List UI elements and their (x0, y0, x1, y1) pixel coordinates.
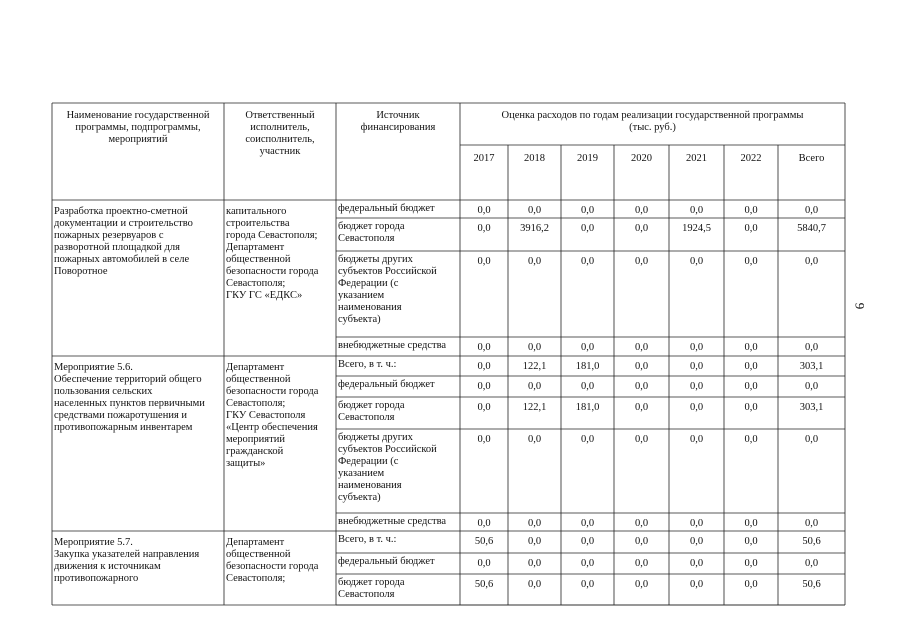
budget-value: 1924,5 (682, 223, 711, 234)
program-name-line: Поворотное (54, 266, 108, 277)
funding-source-line: субъекта) (338, 314, 381, 325)
budget-value: 0,0 (744, 205, 758, 216)
budget-value: 0,0 (744, 434, 758, 445)
budget-value: 50,6 (802, 536, 821, 547)
program-name-line: пожарных резервуаров с (54, 230, 164, 241)
responsible-party-line: безопасности города (226, 561, 319, 572)
funding-source (338, 556, 435, 568)
budget-value: 0,0 (580, 256, 595, 267)
header-resp-col-line: Ответственный (245, 110, 315, 121)
budget-value: 0,0 (804, 205, 819, 216)
budget-value: 0,0 (804, 434, 819, 445)
header-estimate (460, 110, 845, 134)
budget-value: 0,0 (527, 381, 542, 392)
budget-value: 0,0 (634, 536, 649, 547)
responsible-party-line: Департамент (226, 242, 285, 253)
budget-value: 0,0 (477, 518, 491, 529)
budget-value: 0,0 (804, 558, 819, 569)
header-year: 2018 (524, 153, 545, 164)
funding-source-line: субъекта) (338, 492, 381, 503)
funding-source (338, 221, 404, 245)
responsible-party-line: безопасности города (226, 266, 319, 277)
header-name-col-line: программы, подпрограммы, (75, 122, 201, 133)
budget-value: 0,0 (580, 434, 595, 445)
header-estimate-line: (тыс. руб.) (629, 122, 676, 133)
responsible-party-line: ГКУ Севастополя (226, 410, 306, 421)
program-name-line: документации и строительство (54, 218, 193, 229)
budget-value: 0,0 (689, 536, 704, 547)
budget-value: 0,0 (580, 558, 595, 569)
header-resp-col-line: участник (259, 146, 301, 157)
funding-source-line: Севастополя (338, 412, 395, 423)
program-name (54, 537, 199, 585)
responsible-party-line: общественной (226, 374, 291, 385)
budget-value: 0,0 (689, 402, 704, 413)
budget-value: 0,0 (744, 381, 758, 392)
budget-value: 0,0 (689, 381, 704, 392)
funding-source (338, 379, 435, 391)
budget-value: 0,0 (477, 342, 491, 353)
budget-value: 0,0 (634, 434, 649, 445)
budget-value: 0,0 (477, 205, 491, 216)
header-year: 2021 (686, 153, 707, 164)
program-name (54, 362, 205, 434)
funding-source-line: указанием (338, 468, 385, 479)
budget-value: 0,0 (527, 579, 542, 590)
budget-value: 0,0 (527, 256, 542, 267)
funding-source (338, 432, 437, 504)
funding-source (338, 400, 404, 424)
budget-value: 0,0 (634, 381, 649, 392)
funding-source (338, 516, 446, 528)
budget-value: 0,0 (477, 381, 491, 392)
budget-value: 181,0 (575, 402, 600, 413)
funding-source-line: наименования (338, 480, 402, 491)
program-name-line: разворотной площадкой для (54, 242, 180, 253)
funding-source-line: внебюджетные средства (338, 516, 447, 527)
budget-value: 50,6 (802, 579, 821, 590)
program-name-line: Закупка указателей направления (54, 549, 200, 560)
budget-value: 0,0 (804, 256, 819, 267)
budget-value: 0,0 (634, 518, 649, 529)
program-name-line: Обеспечение территорий общего (54, 374, 202, 385)
budget-value: 0,0 (744, 223, 758, 234)
page-number: 9 (852, 302, 868, 310)
budget-value: 0,0 (580, 518, 595, 529)
budget-value: 0,0 (527, 434, 542, 445)
budget-value: 0,0 (580, 536, 595, 547)
header-year: 2019 (577, 153, 598, 164)
budget-value: 0,0 (744, 518, 758, 529)
program-name-line: Мероприятие 5.6. (54, 362, 133, 373)
funding-source (338, 254, 437, 326)
header-source-col-line: финансирования (360, 122, 436, 133)
header-source-col (336, 110, 460, 134)
funding-source-line: федеральный бюджет (338, 203, 435, 214)
funding-source-line: Севастополя (338, 233, 395, 244)
budget-value: 0,0 (689, 518, 704, 529)
responsible-party-line: города Севастополя; (226, 230, 318, 241)
budget-value: 0,0 (634, 402, 649, 413)
budget-value: 50,6 (474, 579, 494, 590)
budget-value: 5840,7 (797, 223, 826, 234)
funding-source-line: указанием (338, 290, 385, 301)
budget-value: 0,0 (634, 223, 649, 234)
program-name-line: населенных пунктов первичными (54, 398, 205, 409)
responsible-party-line: защиты» (226, 458, 266, 469)
header-year: 2020 (631, 153, 652, 164)
budget-value: 0,0 (689, 205, 704, 216)
responsible-party-line: гражданской (226, 446, 284, 457)
budget-value: 0,0 (477, 361, 491, 372)
budget-value: 0,0 (527, 518, 542, 529)
funding-source (338, 534, 396, 546)
responsible-party-line: капитального (226, 206, 287, 217)
header-resp-col-line: соисполнитель, (245, 134, 315, 145)
header-name-col-line: Наименование государственной (66, 110, 210, 121)
budget-value: 0,0 (804, 518, 819, 529)
header-resp-col (224, 110, 336, 158)
funding-source (338, 359, 396, 371)
program-name-line: Мероприятие 5.7. (54, 537, 133, 548)
funding-source (338, 340, 446, 352)
header-year: 2017 (473, 153, 495, 164)
budget-value: 0,0 (580, 205, 595, 216)
funding-source (338, 203, 435, 215)
responsible-party (226, 206, 318, 302)
program-name-line: противопожарным инвентарем (54, 422, 193, 433)
funding-source-line: федеральный бюджет (338, 556, 435, 567)
budget-value: 0,0 (580, 579, 595, 590)
funding-source-line: Федерации (с (338, 278, 399, 289)
budget-value: 122,1 (522, 402, 547, 413)
header-source-col-line: Источник (376, 110, 420, 121)
budget-value: 0,0 (744, 342, 758, 353)
budget-value: 0,0 (477, 434, 491, 445)
budget-value: 0,0 (744, 558, 758, 569)
funding-source (338, 577, 404, 601)
program-name (54, 206, 193, 278)
budget-value: 0,0 (634, 342, 649, 353)
header-year: Всего (798, 153, 825, 164)
funding-source-line: бюджет города (338, 577, 405, 588)
budget-value: 122,1 (522, 361, 547, 372)
responsible-party-line: Севастополя; (226, 278, 286, 289)
budget-value: 0,0 (744, 402, 758, 413)
program-name-line: противопожарного (54, 573, 139, 584)
budget-value: 0,0 (744, 361, 758, 372)
budget-value: 0,0 (527, 558, 542, 569)
budget-value: 0,0 (689, 434, 704, 445)
budget-value: 0,0 (477, 223, 491, 234)
budget-value: 0,0 (744, 536, 758, 547)
budget-value: 0,0 (804, 342, 819, 353)
budget-value: 181,0 (575, 361, 600, 372)
budget-value: 0,0 (634, 558, 649, 569)
responsible-party-line: мероприятий (226, 434, 285, 445)
budget-value: 303,1 (799, 402, 824, 413)
program-name-line: движения к источникам (54, 561, 161, 572)
program-name-line: Разработка проектно-сметной (54, 206, 188, 217)
funding-source-line: внебюджетные средства (338, 340, 447, 351)
program-name-line: пользования сельских (54, 386, 153, 397)
responsible-party-line: Департамент (226, 537, 285, 548)
funding-source-line: бюджет города (338, 400, 405, 411)
header-resp-col-line: исполнитель, (250, 122, 310, 133)
budget-value: 0,0 (477, 402, 491, 413)
budget-value: 0,0 (580, 342, 595, 353)
budget-value: 0,0 (689, 256, 704, 267)
responsible-party-line: общественной (226, 254, 291, 265)
header-estimate-line: Оценка расходов по годам реализации государственной программы (501, 110, 804, 121)
program-name-line: средствами пожаротушения и (54, 410, 188, 421)
funding-source-line: бюджет города (338, 221, 405, 232)
budget-value: 0,0 (689, 342, 704, 353)
budget-value: 0,0 (634, 361, 649, 372)
responsible-party (226, 537, 318, 585)
funding-source-line: федеральный бюджет (338, 379, 435, 390)
budget-value: 0,0 (634, 205, 649, 216)
program-name-line: пожарных автомобилей в селе (54, 254, 190, 265)
budget-value: 0,0 (744, 579, 758, 590)
budget-value: 0,0 (477, 256, 491, 267)
responsible-party-line: «Центр обеспечения (226, 422, 318, 433)
budget-value: 0,0 (689, 361, 704, 372)
budget-value: 0,0 (477, 558, 491, 569)
responsible-party-line: безопасности города (226, 386, 319, 397)
funding-source-line: Всего, в т. ч.: (338, 534, 397, 545)
header-year: 2022 (740, 153, 762, 164)
budget-value: 50,6 (474, 536, 494, 547)
budget-value: 0,0 (527, 536, 542, 547)
funding-source-line: Севастополя (338, 589, 395, 600)
budget-value: 0,0 (527, 205, 542, 216)
budget-value: 0,0 (804, 381, 819, 392)
budget-value: 0,0 (744, 256, 758, 267)
budget-value: 0,0 (580, 223, 595, 234)
responsible-party-line: строительства (226, 218, 290, 229)
responsible-party (226, 362, 318, 470)
funding-source-line: субъектов Российской (338, 444, 437, 455)
funding-source-line: субъектов Российской (338, 266, 437, 277)
budget-value: 303,1 (799, 361, 824, 372)
funding-source-line: бюджеты других (338, 254, 413, 265)
funding-source-line: наименования (338, 302, 402, 313)
header-name-col-line: мероприятий (108, 134, 168, 145)
funding-source-line: Всего, в т. ч.: (338, 359, 397, 370)
responsible-party-line: Севастополя; (226, 398, 286, 409)
funding-source-line: Федерации (с (338, 456, 399, 467)
responsible-party-line: Департамент (226, 362, 285, 373)
budget-value: 0,0 (634, 579, 649, 590)
budget-value: 0,0 (527, 342, 542, 353)
budget-value: 3916,2 (520, 223, 549, 234)
budget-value: 0,0 (689, 558, 704, 569)
responsible-party-line: Севастополя; (226, 573, 286, 584)
funding-source-line: бюджеты других (338, 432, 413, 443)
budget-value: 0,0 (689, 579, 704, 590)
header-name-col (52, 110, 224, 146)
budget-value: 0,0 (580, 381, 595, 392)
responsible-party-line: общественной (226, 549, 291, 560)
responsible-party-line: ГКУ ГС «ЕДКС» (226, 290, 303, 301)
budget-value: 0,0 (634, 256, 649, 267)
